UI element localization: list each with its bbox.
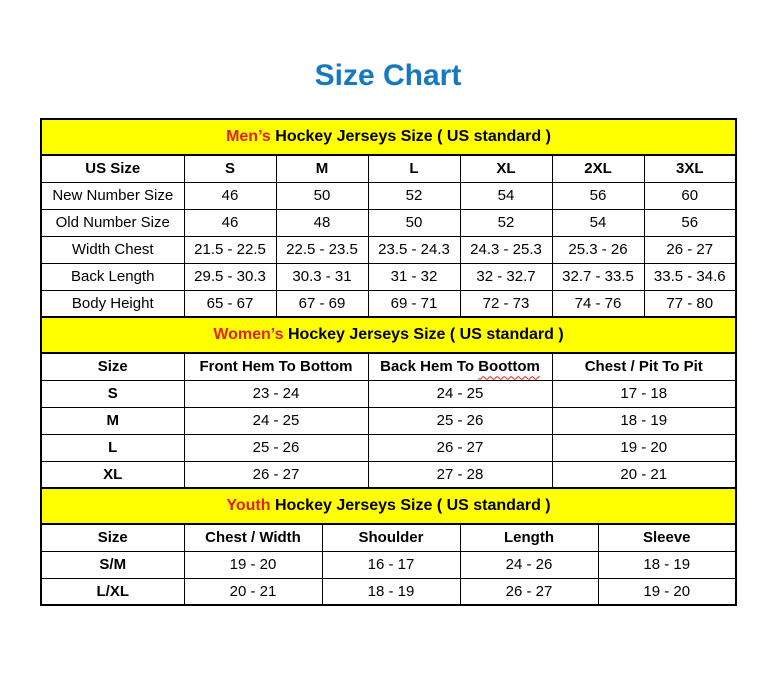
womens-section-title-text: Hockey Jerseys Size ( US standard ) <box>283 326 564 343</box>
mens-data-row <box>41 209 736 236</box>
cell-value: 24 - 25 <box>368 380 552 407</box>
cell-value: 46 <box>184 182 276 209</box>
cell-value: 16 - 17 <box>322 551 460 578</box>
row-label: M <box>41 407 184 434</box>
womens-data-row <box>41 461 736 488</box>
cell-value: 21.5 - 22.5 <box>184 236 276 263</box>
womens-column-header: Size <box>41 353 184 380</box>
cell-value: 60 <box>644 182 736 209</box>
cell-value: 31 - 32 <box>368 263 460 290</box>
cell-value: 33.5 - 34.6 <box>644 263 736 290</box>
womens-section-title-highlight: Women’s <box>213 326 284 343</box>
cell-value: 29.5 - 30.3 <box>184 263 276 290</box>
cell-value: 54 <box>552 209 644 236</box>
cell-value: 52 <box>368 182 460 209</box>
mens-column-header: S <box>184 155 276 182</box>
cell-value: 32 - 32.7 <box>460 263 552 290</box>
cell-value: 24 - 26 <box>460 551 598 578</box>
size-chart-page <box>0 56 776 606</box>
row-label: Body Height <box>41 290 184 317</box>
cell-value: 22.5 - 23.5 <box>276 236 368 263</box>
cell-value: 18 - 19 <box>552 407 736 434</box>
size-chart-table-body <box>41 119 736 605</box>
mens-section-title-highlight: Men’s <box>226 128 271 145</box>
womens-column-header: Chest / Pit To Pit <box>552 353 736 380</box>
mens-column-header: 3XL <box>644 155 736 182</box>
youth-column-header: Chest / Width <box>184 524 322 551</box>
cell-value: 19 - 20 <box>184 551 322 578</box>
youth-column-header: Sleeve <box>598 524 736 551</box>
womens-data-row <box>41 407 736 434</box>
cell-value: 32.7 - 33.5 <box>552 263 644 290</box>
youth-section-row <box>41 488 736 524</box>
cell-value: 50 <box>368 209 460 236</box>
cell-value: 27 - 28 <box>368 461 552 488</box>
cell-value: 26 - 27 <box>184 461 368 488</box>
row-label: L <box>41 434 184 461</box>
womens-data-row <box>41 434 736 461</box>
womens-column-header: Back Hem To Boottom <box>368 353 552 380</box>
youth-data-row <box>41 578 736 605</box>
row-label: S/M <box>41 551 184 578</box>
cell-value: 30.3 - 31 <box>276 263 368 290</box>
cell-value: 18 - 19 <box>322 578 460 605</box>
cell-value: 69 - 71 <box>368 290 460 317</box>
youth-data-row <box>41 551 736 578</box>
mens-section-row <box>41 119 736 155</box>
cell-value: 24 - 25 <box>184 407 368 434</box>
mens-data-row <box>41 182 736 209</box>
cell-value: 23.5 - 24.3 <box>368 236 460 263</box>
row-label: S <box>41 380 184 407</box>
cell-value: 17 - 18 <box>552 380 736 407</box>
womens-column-header-row <box>41 353 736 380</box>
cell-value: 20 - 21 <box>184 578 322 605</box>
cell-value: 25 - 26 <box>184 434 368 461</box>
mens-column-header: XL <box>460 155 552 182</box>
mens-section-title-text: Hockey Jerseys Size ( US standard ) <box>270 128 551 145</box>
row-label: Old Number Size <box>41 209 184 236</box>
cell-value: 77 - 80 <box>644 290 736 317</box>
mens-column-header: L <box>368 155 460 182</box>
youth-section-header <box>41 488 736 524</box>
cell-value: 26 - 27 <box>644 236 736 263</box>
page-title: Size Chart <box>314 59 462 92</box>
row-label: L/XL <box>41 578 184 605</box>
cell-value: 18 - 19 <box>598 551 736 578</box>
mens-column-header: M <box>276 155 368 182</box>
cell-value: 74 - 76 <box>552 290 644 317</box>
cell-value: 56 <box>552 182 644 209</box>
cell-value: 46 <box>184 209 276 236</box>
mens-column-header: US Size <box>41 155 184 182</box>
cell-value: 65 - 67 <box>184 290 276 317</box>
cell-value: 20 - 21 <box>552 461 736 488</box>
row-label: XL <box>41 461 184 488</box>
cell-value: 48 <box>276 209 368 236</box>
cell-value: 23 - 24 <box>184 380 368 407</box>
womens-data-row <box>41 380 736 407</box>
womens-column-header: Front Hem To Bottom <box>184 353 368 380</box>
misspelled-word: Boottom <box>478 358 540 376</box>
youth-section-title-highlight: Youth <box>226 497 271 514</box>
cell-value: 72 - 73 <box>460 290 552 317</box>
cell-value: 19 - 20 <box>552 434 736 461</box>
womens-section-row <box>41 317 736 353</box>
cell-value: 24.3 - 25.3 <box>460 236 552 263</box>
youth-column-header: Length <box>460 524 598 551</box>
youth-column-header: Shoulder <box>322 524 460 551</box>
mens-data-row <box>41 236 736 263</box>
cell-value: 26 - 27 <box>368 434 552 461</box>
cell-value: 25.3 - 26 <box>552 236 644 263</box>
cell-value: 54 <box>460 182 552 209</box>
cell-value: 56 <box>644 209 736 236</box>
mens-column-header-row <box>41 155 736 182</box>
youth-column-header-row <box>41 524 736 551</box>
cell-value: 25 - 26 <box>368 407 552 434</box>
cell-value: 52 <box>460 209 552 236</box>
row-label: Width Chest <box>41 236 184 263</box>
cell-value: 19 - 20 <box>598 578 736 605</box>
cell-value: 50 <box>276 182 368 209</box>
size-chart-table <box>40 118 737 606</box>
womens-section-header <box>41 317 736 353</box>
cell-value: 67 - 69 <box>276 290 368 317</box>
cell-value: 26 - 27 <box>460 578 598 605</box>
row-label: New Number Size <box>41 182 184 209</box>
youth-column-header: Size <box>41 524 184 551</box>
mens-data-row <box>41 290 736 317</box>
mens-data-row <box>41 263 736 290</box>
row-label: Back Length <box>41 263 184 290</box>
mens-column-header: 2XL <box>552 155 644 182</box>
mens-section-header <box>41 119 736 155</box>
youth-section-title-text: Hockey Jerseys Size ( US standard ) <box>270 497 551 514</box>
